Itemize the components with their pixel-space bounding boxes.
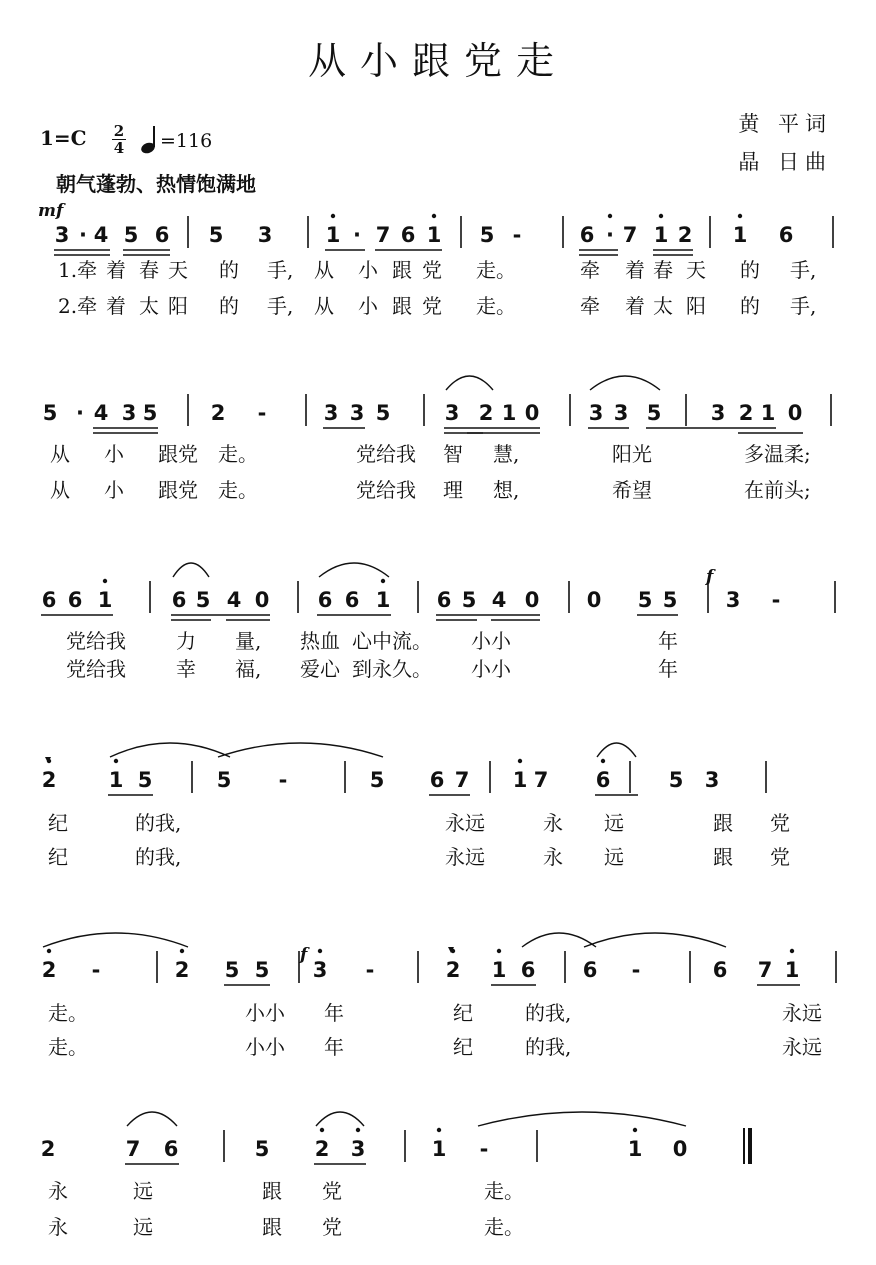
lyric-verse1: 跟 xyxy=(713,811,733,835)
note: 3 xyxy=(710,401,726,425)
lyric-verse2: 跟 xyxy=(262,1215,282,1239)
lyric-verse1: 手, xyxy=(267,258,294,282)
lyric-verse1: 纪 xyxy=(48,811,68,835)
high-octave-dot xyxy=(356,1128,360,1132)
lyric-verse1: 从 xyxy=(50,442,70,466)
note: 0 xyxy=(254,588,270,612)
note: 0 xyxy=(787,401,803,425)
high-octave-dot xyxy=(738,214,742,218)
lyric-verse1: 1.牵 xyxy=(58,258,98,282)
note: 0 xyxy=(524,401,540,425)
lyric-verse2: 党 xyxy=(422,294,442,318)
note: 1 xyxy=(732,223,748,247)
time-signature-top: 2 xyxy=(113,122,125,140)
note: 6 xyxy=(41,588,57,612)
note: 3 xyxy=(121,401,137,425)
lyric-verse1: 智 xyxy=(443,442,463,466)
lyric-verse2: 太 xyxy=(653,294,673,318)
note: 3 xyxy=(257,223,273,247)
note: 0 xyxy=(524,588,540,612)
note: 6 xyxy=(67,588,83,612)
tempo-marking: =116 xyxy=(160,130,213,152)
high-octave-dot xyxy=(381,579,385,583)
note: 1 xyxy=(375,588,391,612)
note: 5 xyxy=(123,223,139,247)
note: 2 xyxy=(41,958,57,982)
note: 2 xyxy=(210,401,226,425)
note: 4 xyxy=(226,588,242,612)
note: 2 xyxy=(738,401,754,425)
note: - xyxy=(512,223,522,247)
note: - xyxy=(278,768,288,792)
high-octave-dot xyxy=(601,759,605,763)
note: 5 xyxy=(461,588,477,612)
note: 7 xyxy=(533,768,549,792)
lyric-verse2: 纪 xyxy=(453,1035,473,1059)
note: 1 xyxy=(325,223,341,247)
lyric-verse1: 的 xyxy=(740,258,760,282)
lyric-verse2: 阳 xyxy=(686,294,706,318)
note: 5 xyxy=(254,1137,270,1161)
high-octave-dot xyxy=(790,949,794,953)
note: 5 xyxy=(668,768,684,792)
lyric-verse1: 远 xyxy=(133,1179,153,1203)
note: 1 xyxy=(627,1137,643,1161)
high-octave-dot xyxy=(608,214,612,218)
note: 6 xyxy=(171,588,187,612)
note: 5 xyxy=(195,588,211,612)
lyric-verse2: 着 xyxy=(625,294,645,318)
lyric-verse2: 爱心 xyxy=(300,657,340,681)
slur xyxy=(319,563,389,577)
lyric-verse2: 着 xyxy=(106,294,126,318)
lyricist-credit: 黄 平词 xyxy=(738,112,832,136)
note: 2 xyxy=(41,768,57,792)
note: 5 xyxy=(375,401,391,425)
high-octave-dot xyxy=(318,949,322,953)
note: 2 xyxy=(314,1137,330,1161)
lyric-verse2: 远 xyxy=(133,1215,153,1239)
note: 6 xyxy=(429,768,445,792)
time-signature-bottom: 4 xyxy=(113,139,125,157)
lyric-verse1: 热血 xyxy=(300,629,340,653)
high-octave-dot xyxy=(437,1128,441,1132)
lyric-verse1: 手, xyxy=(790,258,817,282)
lyric-verse1: 的我, xyxy=(525,1001,572,1025)
note: 7 xyxy=(125,1137,141,1161)
lyric-verse2: 跟 xyxy=(713,845,733,869)
slur xyxy=(446,376,493,390)
high-octave-dot xyxy=(103,579,107,583)
note: - xyxy=(479,1137,489,1161)
expression-marking: 朝气蓬勃、热情饱满地 xyxy=(56,172,256,196)
note: 5 xyxy=(42,401,58,425)
lyric-verse2: 阳 xyxy=(168,294,188,318)
high-octave-dot xyxy=(659,214,663,218)
note: 3 xyxy=(54,223,70,247)
lyric-verse1: 的 xyxy=(219,258,239,282)
note: 1 xyxy=(97,588,113,612)
dynamic-marking: f xyxy=(706,567,714,587)
slur xyxy=(173,563,209,577)
key-label: 1=C xyxy=(40,126,87,150)
lyric-verse2: 党 xyxy=(322,1215,342,1239)
lyric-verse2: 手, xyxy=(267,294,294,318)
lyric-verse1: 远 xyxy=(604,811,624,835)
note: 1 xyxy=(431,1137,447,1161)
note: 6 xyxy=(595,768,611,792)
slur xyxy=(43,933,188,947)
high-octave-dot xyxy=(47,949,51,953)
slur xyxy=(597,743,636,757)
page-title: 从小跟党走 xyxy=(307,39,568,83)
lyric-verse2: 年 xyxy=(324,1035,344,1059)
lyric-verse2: 牵 xyxy=(580,294,600,318)
lyric-verse1: 慧, xyxy=(493,442,520,466)
lyric-verse2: 福, xyxy=(235,657,262,681)
lyric-verse2: 永远 xyxy=(782,1035,822,1059)
note: 0 xyxy=(672,1137,688,1161)
note: 6 xyxy=(344,588,360,612)
high-octave-dot xyxy=(320,1128,324,1132)
lyric-verse2: 永 xyxy=(543,845,563,869)
note: 3 xyxy=(349,401,365,425)
lyric-verse2: 走。 xyxy=(218,478,258,502)
lyric-verse1: 力 xyxy=(176,629,196,653)
lyric-verse1: 永 xyxy=(543,811,563,835)
note: · xyxy=(606,223,614,247)
lyric-verse2: 的我, xyxy=(525,1035,572,1059)
note: 4 xyxy=(93,223,109,247)
lyric-verse2: 党给我 xyxy=(356,478,416,502)
note: 6 xyxy=(400,223,416,247)
lyric-verse1: 春 xyxy=(139,258,159,282)
note: 5 xyxy=(637,588,653,612)
lyric-verse2: 想, xyxy=(493,478,520,502)
dynamic-marking: mf xyxy=(38,201,64,221)
note: 5 xyxy=(208,223,224,247)
note: 7 xyxy=(622,223,638,247)
lyric-verse1: 党 xyxy=(770,811,790,835)
slur xyxy=(522,933,596,947)
note: 3 xyxy=(704,768,720,792)
lyric-verse2: 年 xyxy=(658,657,678,681)
note: 2 xyxy=(677,223,693,247)
note: 3 xyxy=(588,401,604,425)
lyric-verse2: 的 xyxy=(219,294,239,318)
lyric-verse1: 党给我 xyxy=(356,442,416,466)
lyric-verse1: 永远 xyxy=(445,811,485,835)
lyric-verse1: 跟 xyxy=(392,258,412,282)
lyric-verse2: 永远 xyxy=(445,845,485,869)
note: 3 xyxy=(613,401,629,425)
lyric-verse2: 小小 xyxy=(245,1035,285,1059)
lyric-verse2: 到永久。 xyxy=(352,657,432,681)
note: 5 xyxy=(479,223,495,247)
lyric-verse2: 从 xyxy=(314,294,334,318)
note: - xyxy=(365,958,375,982)
lyric-verse1: 天 xyxy=(686,258,706,282)
note: 2 xyxy=(478,401,494,425)
note: 6 xyxy=(579,223,595,247)
lyric-verse2: 党 xyxy=(770,845,790,869)
note: 7 xyxy=(757,958,773,982)
high-octave-dot xyxy=(114,759,118,763)
lyric-verse1: 走。 xyxy=(476,258,516,282)
lyric-verse2: 跟 xyxy=(392,294,412,318)
note: 7 xyxy=(454,768,470,792)
lyric-verse1: 永 xyxy=(48,1179,68,1203)
lyric-verse1: 牵 xyxy=(580,258,600,282)
lyric-verse1: 小 xyxy=(104,442,124,466)
lyric-verse1: 年 xyxy=(658,629,678,653)
lyric-verse1: 跟党 xyxy=(158,442,198,466)
lyric-verse1: 小小 xyxy=(471,629,511,653)
note: · xyxy=(79,223,87,247)
lyric-verse2: 手, xyxy=(790,294,817,318)
lyric-verse1: 走。 xyxy=(218,442,258,466)
slur xyxy=(218,743,383,757)
note: 5 xyxy=(216,768,232,792)
lyric-verse2: 太 xyxy=(139,294,159,318)
lyric-verse1: 走。 xyxy=(48,1001,88,1025)
slur xyxy=(316,1112,364,1126)
note: 3 xyxy=(323,401,339,425)
note: - xyxy=(91,958,101,982)
lyric-verse2: 远 xyxy=(604,845,624,869)
note: 4 xyxy=(93,401,109,425)
lyric-verse2: 永 xyxy=(48,1215,68,1239)
lyric-verse2: 希望 xyxy=(612,478,652,502)
lyric-verse2: 理 xyxy=(443,478,463,502)
lyric-verse1: 天 xyxy=(168,258,188,282)
lyric-verse1: 走。 xyxy=(484,1179,524,1203)
lyric-verse2: 走。 xyxy=(484,1215,524,1239)
lyric-verse1: 着 xyxy=(625,258,645,282)
lyric-verse1: 永远 xyxy=(782,1001,822,1025)
note: 6 xyxy=(163,1137,179,1161)
high-octave-dot xyxy=(432,214,436,218)
lyric-verse2: 从 xyxy=(50,478,70,502)
note: 6 xyxy=(582,958,598,982)
note: 5 xyxy=(646,401,662,425)
lyric-verse2: 幸 xyxy=(176,657,196,681)
high-octave-dot xyxy=(497,949,501,953)
lyric-verse1: 量, xyxy=(235,629,262,653)
note: 6 xyxy=(154,223,170,247)
lyric-verse1: 心中流。 xyxy=(352,629,432,653)
lyric-verse1: 的我, xyxy=(135,811,182,835)
lyric-verse2: 小小 xyxy=(471,657,511,681)
lyric-verse2: 党给我 xyxy=(66,657,126,681)
note: 6 xyxy=(520,958,536,982)
lyric-verse1: 党给我 xyxy=(66,629,126,653)
lyric-verse1: 从 xyxy=(314,258,334,282)
note: 5 xyxy=(662,588,678,612)
note: · xyxy=(353,223,361,247)
lyric-verse2: 的 xyxy=(740,294,760,318)
note: 0 xyxy=(586,588,602,612)
note: 1 xyxy=(512,768,528,792)
lyric-verse2: 小 xyxy=(104,478,124,502)
note: - xyxy=(771,588,781,612)
lyric-verse2: 走。 xyxy=(476,294,516,318)
lyric-verse1: 年 xyxy=(324,1001,344,1025)
lyric-verse1: 春 xyxy=(653,258,673,282)
lyric-verse2: 的我, xyxy=(135,845,182,869)
lyric-verse2: 在前头; xyxy=(744,478,811,502)
note: 1 xyxy=(760,401,776,425)
slur xyxy=(110,743,230,757)
note: 1 xyxy=(491,958,507,982)
lyric-verse1: 党 xyxy=(422,258,442,282)
composer-credit: 晶 日曲 xyxy=(738,150,832,174)
note: 5 xyxy=(224,958,240,982)
high-octave-dot xyxy=(518,759,522,763)
lyric-verse2: 走。 xyxy=(48,1035,88,1059)
note: 5 xyxy=(369,768,385,792)
slur xyxy=(590,376,660,390)
note: 6 xyxy=(778,223,794,247)
note: 2 xyxy=(40,1137,56,1161)
note: 6 xyxy=(712,958,728,982)
note: 2 xyxy=(174,958,190,982)
note: 3 xyxy=(312,958,328,982)
note: 5 xyxy=(142,401,158,425)
lyric-verse1: 多温柔; xyxy=(744,442,811,466)
note: 3 xyxy=(444,401,460,425)
slur xyxy=(584,933,726,947)
lyric-verse1: 跟 xyxy=(262,1179,282,1203)
lyric-verse2: 跟党 xyxy=(158,478,198,502)
note: 3 xyxy=(350,1137,366,1161)
lyric-verse1: 阳光 xyxy=(612,442,652,466)
note: 1 xyxy=(653,223,669,247)
note: 2 xyxy=(445,958,461,982)
high-octave-dot xyxy=(331,214,335,218)
note: 1 xyxy=(501,401,517,425)
lyric-verse2: 纪 xyxy=(48,845,68,869)
lyric-verse1: 纪 xyxy=(453,1001,473,1025)
lyric-verse1: 小小 xyxy=(245,1001,285,1025)
high-octave-dot xyxy=(633,1128,637,1132)
lyric-verse2: 小 xyxy=(358,294,378,318)
note: 1 xyxy=(784,958,800,982)
note: 7 xyxy=(375,223,391,247)
slur xyxy=(478,1112,686,1126)
note: 5 xyxy=(137,768,153,792)
note: 6 xyxy=(436,588,452,612)
note: 6 xyxy=(317,588,333,612)
lyric-verse1: 小 xyxy=(358,258,378,282)
note: 3 xyxy=(725,588,741,612)
note: · xyxy=(76,401,84,425)
note: 4 xyxy=(491,588,507,612)
lyric-verse2: 2.牵 xyxy=(58,294,98,318)
note: 5 xyxy=(254,958,270,982)
slur xyxy=(127,1112,177,1126)
note: - xyxy=(257,401,267,425)
high-octave-dot xyxy=(180,949,184,953)
lyric-verse1: 党 xyxy=(322,1179,342,1203)
dynamic-marking: f xyxy=(300,945,308,965)
note: - xyxy=(631,958,641,982)
note: 1 xyxy=(426,223,442,247)
note: 1 xyxy=(108,768,124,792)
lyric-verse1: 着 xyxy=(106,258,126,282)
